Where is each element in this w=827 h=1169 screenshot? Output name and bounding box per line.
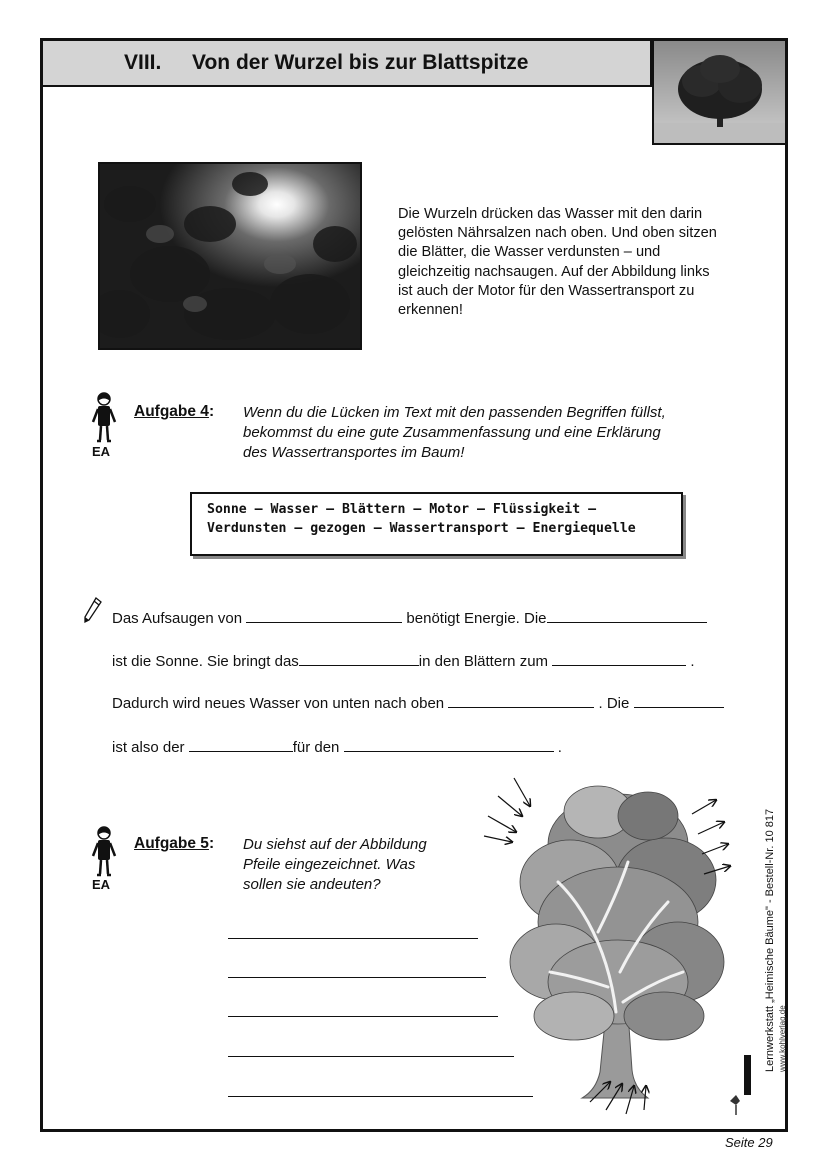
canopy-sun-photo [98,162,362,350]
task-4-line: des Wassertransportes im Baum! [243,444,465,461]
task-4-label-text: Aufgabe 4 [134,403,209,420]
word-bank-line: Verdunsten – gezogen – Wassertransport – Energiequelle [207,521,636,536]
blank-field[interactable] [299,649,419,666]
page-number: Seite 29 [725,1135,773,1150]
cloze-text: Dadurch wird neues Wasser von unten nach oben [112,695,449,712]
task-4-colon: : [208,403,215,420]
task-4-line: Wenn du die Lücken im Text mit den passenden Begriffen füllst, [243,404,666,421]
intro-paragraph: Die Wurzeln drücken das Wasser mit den darin gelösten Nährsalzen nach oben. Und oben sitzen die Blätter, die Wasser verdunsten – und gleichzeitig nachsaugen. Auf der Abbildung links ist auch der Motor für den Wassertransport zu erkennen! [398,206,717,319]
blank-field[interactable] [189,735,293,752]
word-bank-line: Sonne – Wasser – Blättern – Motor – Flüssigkeit – [207,502,597,517]
blank-field[interactable] [344,735,554,752]
blank-field[interactable] [552,649,686,666]
chapter-number: VIII. [124,51,162,74]
cloze-text: . [686,653,695,670]
blank-field[interactable] [634,691,724,708]
pencil-icon [82,597,102,625]
task-5-label-text: Aufgabe 5 [134,835,209,852]
cloze-line-3 [112,691,724,712]
cloze-text: . Die [594,695,634,712]
task-4-label [134,403,214,421]
cloze-text: Das Aufsaugen von [112,610,247,627]
answer-line[interactable] [228,938,478,939]
task-4-instructions [243,403,666,463]
blank-field[interactable] [448,691,594,708]
publisher-url: www.kohlverlag.de [778,1005,787,1072]
task-4-line: bekommst du eine gute Zusammenfassung und eine Erklärung [243,424,661,441]
cloze-text: benötigt Energie. Die [402,610,547,627]
task-5-colon: : [208,835,215,852]
cloze-text: für den [292,739,344,756]
cloze-text: in den Blättern zum [418,653,553,670]
page-title: Von der Wurzel bis zur Blattspitze [192,51,529,74]
child-figure-icon [90,392,118,452]
task-5-line: sollen sie andeuten? [243,876,381,893]
cloze-text: . [553,739,562,756]
ea-badge: EA [92,444,111,459]
tree-photo-thumbnail [652,41,785,145]
cloze-line-4 [112,735,562,756]
tree-with-arrows-illustration [478,772,738,1120]
answer-line[interactable] [228,1016,498,1017]
cloze-text: ist also der [112,739,189,756]
task-5-instructions [243,835,427,895]
ea-badge: EA [92,877,111,892]
word-bank-box [190,492,683,556]
task-5-label [134,835,214,853]
cloze-line-2 [112,649,695,670]
task-5-line: Du siehst auf der Abbildung [243,836,427,853]
cloze-text: ist die Sonne. Sie bringt das [112,653,299,670]
blank-field[interactable] [246,606,402,623]
series-order-number: Lernwerkstatt „Heimische Bäume" - Bestell-Nr. 10 817 [764,808,776,1072]
answer-line[interactable] [228,1056,514,1057]
task-5-line: Pfeile eingezeichnet. Was [243,856,416,873]
cloze-line-1 [112,606,707,627]
answer-line[interactable] [228,977,486,978]
blank-field[interactable] [547,606,707,623]
publisher-logo [726,1055,752,1117]
